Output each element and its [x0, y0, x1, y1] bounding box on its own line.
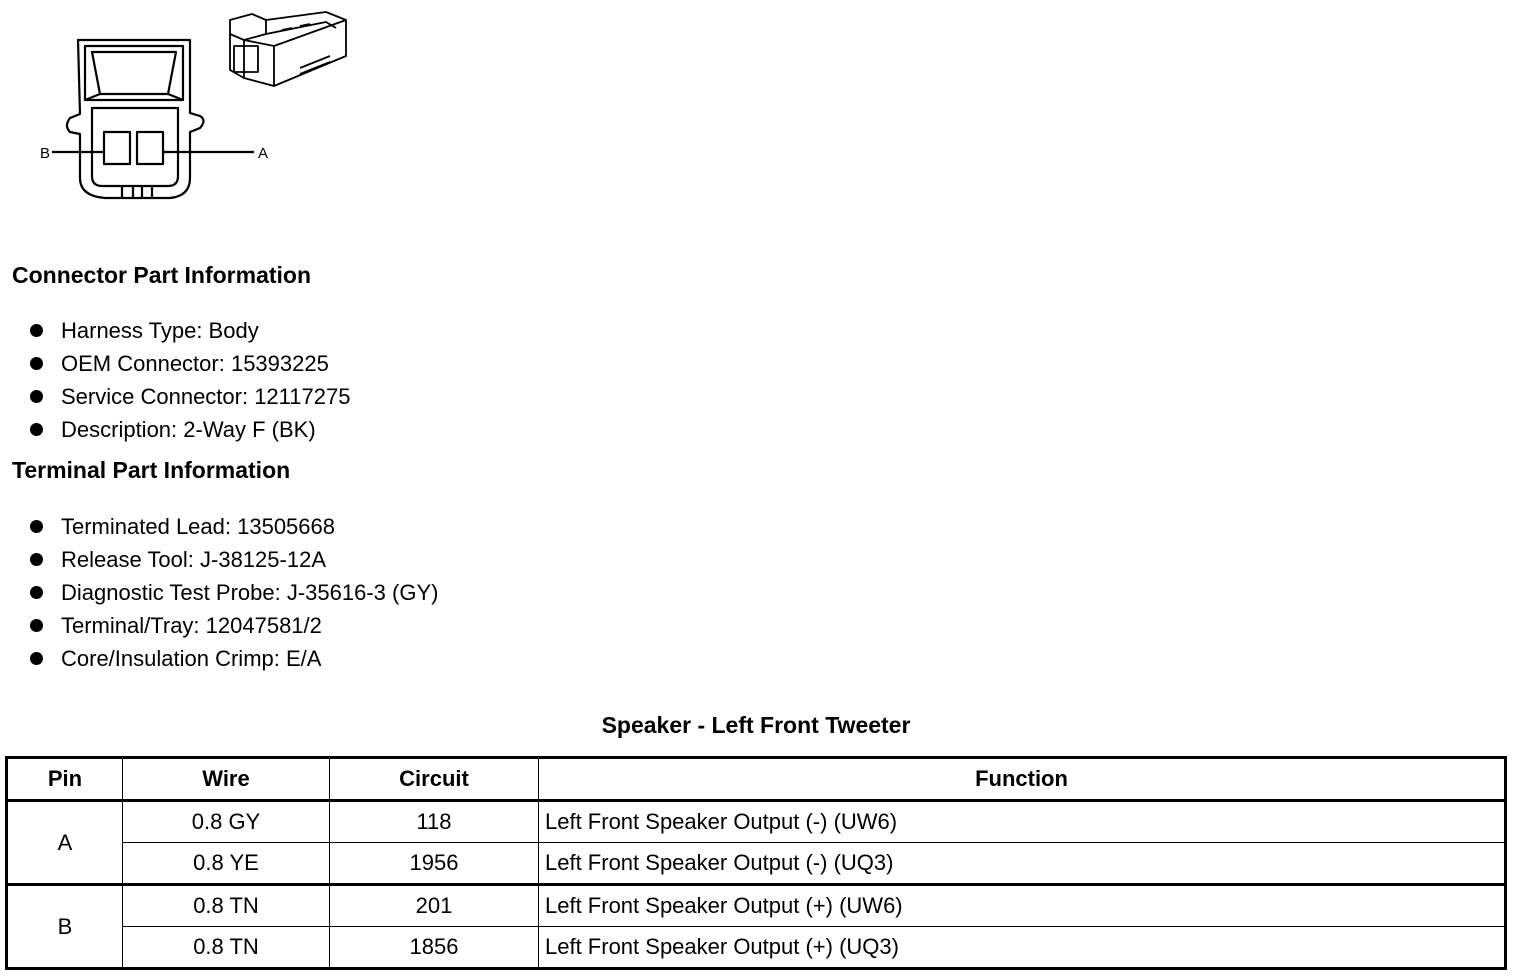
bullet-icon: [30, 324, 43, 337]
connector-part-info-list: [30, 314, 350, 446]
circuit-cell: 1856: [330, 927, 539, 969]
terminal-part-info-title: Terminal Part Information: [12, 457, 291, 483]
list-item: Core/Insulation Crimp: E/A: [30, 642, 438, 675]
connector-diagram: [30, 8, 370, 213]
pin-b-label: B: [40, 145, 51, 162]
list-item: Service Connector: 12117275: [30, 380, 350, 413]
terminal-part-info-list: [30, 510, 438, 675]
table-row: [7, 885, 1506, 927]
wire-cell: 0.8 TN: [123, 885, 330, 927]
list-item: OEM Connector: 15393225: [30, 347, 350, 380]
header-function: Function: [539, 758, 1506, 801]
bullet-icon: [30, 619, 43, 632]
circuit-cell: 118: [330, 801, 539, 843]
function-cell: Left Front Speaker Output (-) (UQ3): [539, 843, 1506, 885]
table-header-row: [7, 758, 1506, 801]
header-pin: Pin: [7, 758, 123, 801]
bullet-icon: [30, 423, 43, 436]
pin-a-label: A: [258, 145, 269, 162]
function-cell: Left Front Speaker Output (-) (UW6): [539, 801, 1506, 843]
bullet-icon: [30, 390, 43, 403]
list-item: Terminated Lead: 13505668: [30, 510, 438, 543]
pin-cell: B: [7, 885, 123, 969]
list-item: Description: 2-Way F (BK): [30, 413, 350, 446]
bullet-icon: [30, 652, 43, 665]
terminal-b-cavity: [104, 132, 130, 164]
wire-cell: 0.8 GY: [123, 801, 330, 843]
wire-cell: 0.8 TN: [123, 927, 330, 969]
list-item: Diagnostic Test Probe: J-35616-3 (GY): [30, 576, 438, 609]
header-circuit: Circuit: [330, 758, 539, 801]
list-item: Harness Type: Body: [30, 314, 350, 347]
header-wire: Wire: [123, 758, 330, 801]
connector-part-info-title: Connector Part Information: [12, 262, 312, 288]
bullet-icon: [30, 357, 43, 370]
circuit-cell: 201: [330, 885, 539, 927]
function-cell: Left Front Speaker Output (+) (UW6): [539, 885, 1506, 927]
connector-iso-view: [230, 12, 346, 86]
terminal-a-cavity: [137, 132, 163, 164]
pin-cell: A: [7, 801, 123, 885]
bullet-icon: [30, 553, 43, 566]
circuit-cell: 1956: [330, 843, 539, 885]
wire-cell: 0.8 YE: [123, 843, 330, 885]
bullet-icon: [30, 520, 43, 533]
list-item: Release Tool: J-38125-12A: [30, 543, 438, 576]
bullet-icon: [30, 586, 43, 599]
table-row: [7, 843, 1506, 885]
table-row: [7, 801, 1506, 843]
pin-table: [5, 756, 1507, 970]
list-item: Terminal/Tray: 12047581/2: [30, 609, 438, 642]
function-cell: Left Front Speaker Output (+) (UQ3): [539, 927, 1506, 969]
table-title: Speaker - Left Front Tweeter: [601, 712, 911, 738]
table-row: [7, 927, 1506, 969]
